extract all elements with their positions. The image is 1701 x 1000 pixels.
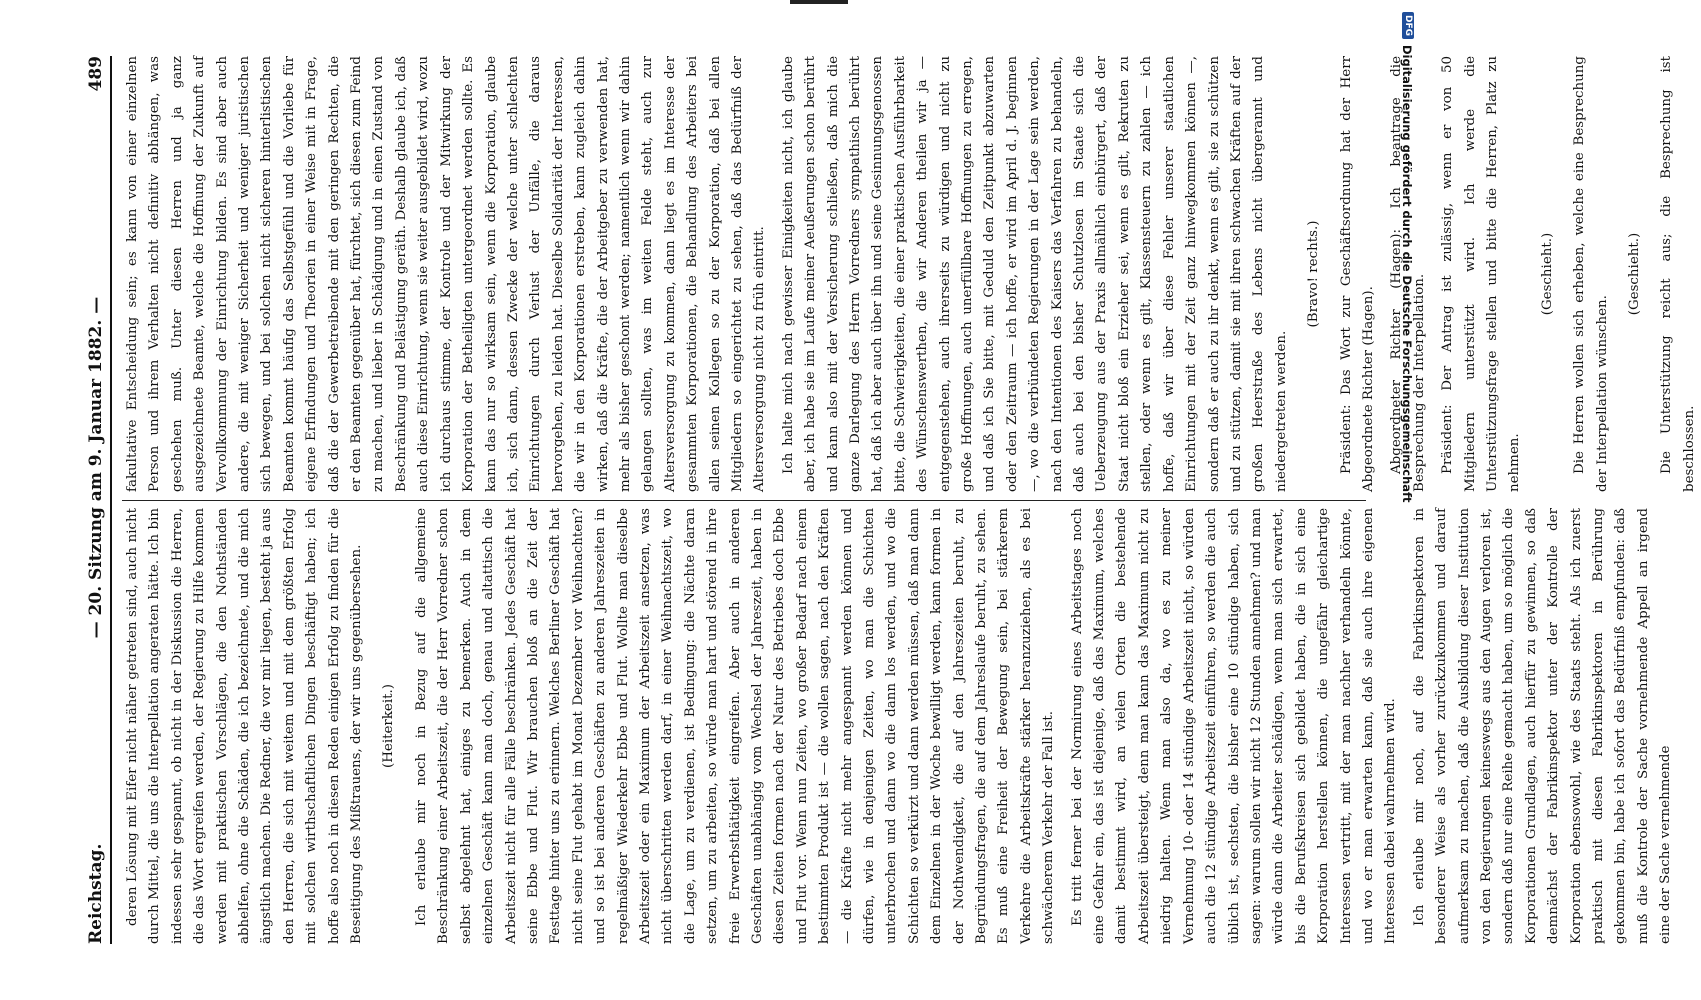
header-rule bbox=[110, 56, 112, 944]
header-left: Reichstag. bbox=[86, 843, 106, 944]
page-header bbox=[76, 56, 106, 944]
dfg-logo-icon: DFG bbox=[1402, 12, 1414, 39]
scan-edge-mark bbox=[790, 0, 848, 4]
stage-direction: (Bravo! rechts.) bbox=[1306, 220, 1322, 328]
stage-direction: (Heiterkeit.) bbox=[381, 684, 397, 768]
paragraph: Ich erlaube mir noch in Bezug auf die allgemeine Beschränkung einer Arbeitszeit, die der Herr Vorredner schon selbst abgelehnt hat, einiges zu bemerken. Auch in dem einzelnen Geschäft kann man doch, genau und altattisch die Arbeitszeit nicht für alle Fälle beschränken. Jedes Geschäft hat seine Ebbe und Flut. Wir brauchen bloß an die Zeit der Festtage hinter uns zu erinnern. Welches Berliner Geschäft hat nicht seine Flut gehabt im Monat Dezember vor Weihnachten? und so ist bei anderen Geschäften zu anderen Jahreszeiten in regelmäßiger Wiederkehr Ebbe und Flut. Wollte man dieselbe Arbeitszeit oder ein Maximum der Arbeitszeit ansetzen, was nicht überschritten werden darf, in einer Weihnachtszeit, wo die Lage, um zu verdienen, ist Bedingung: die Nächte daran setzen, um zu arbeiten, so würde man hart und störend in ihre freie Erwerbsthätigkeit eingreifen. Aber auch in anderen Geschäften unabhängig vom Wechsel der Jahreszeit, haben in diesen Zeiten formen nach der Natur des Betriebes doch Ebbe und Flut vor. Wenn nun Zeiten, wo großer Bedarf nach einem bestimmten Produkt ist — die wollen sagen, nach den Kräften — die Kräfte nicht mehr angespannt werden können und dürfen, wie in denjenigen Zeiten, wo man die Schichten unterbrochen und dann wo die dann los werden, und wo die Schichten so verkürzt und dann werden müssen, daß man dann dem Einzelnen in der Woche bewilligt werden, kann formen in der Nothwendigkeit, die auf den Jahreszeiten beruht, zu Begründungsfragen, die auf dem Jahreslaufe beruht, zu sehen. Es muß eine Freiheit der Bewegung sein, bei stärkerem Verkehre die Arbeitskräfte stärker heranzuziehen, als es bei schwächerem Verkehr der Fall ist. bbox=[413, 508, 1057, 944]
paragraph: deren Lösung mit Eifer nicht näher getreten sind, auch nicht durch Mittel, die uns die Interpellation angeraten hätte. Ich bin indessen sehr gespannt, ob nicht in der Diskussion die Herren, die das Wort ergreifen werden, der Regierung zu Hilfe kommen werden mit praktischen Vorschlägen, die den Nothständen abhelfen, ohne die Schäden, die ich bezeichnete, und die mich ängstlich machen. Die Redner, die vor mir liegen, besteht ja aus den Herren, die sich mit weitem und mit dem größten Erfolg mit solchen wirthschaftlichen Dingen beschäftigt haben; ich hoffe also noch in diesen Reden einigen Erfolg zu finden für die Beseitigung des Mißtrauens, der wir uns gegenübersehen. bbox=[125, 508, 365, 944]
page-number: 489 bbox=[86, 56, 106, 92]
header-session: — 20. Sitzung am 9. Januar 1882. — bbox=[86, 296, 106, 639]
paragraph: Es tritt ferner bei der Normirung eines Arbeitstages noch eine Gefahr ein, das ist diejenige, daß das Maximum, welches damit bestimmt wird, an vielen Orten die bestehende Arbeitszeit übersteigt, denn man kann das Maximum nicht zu niedrig halten. Wenn man also da, wo es zu meiner Vernehmung 10- oder 14 stündige Arbeitszeit nicht, so würden auch die 12 stündige Arbeitszeit einführen, so werden die auch üblich ist, sechsten, die bisher eine 10 stündige haben, sich sagen: warum sollen wir nicht 12 Stunden annehmen? und man würde dann die Arbeiter schädigen, wenn man sich erwartet, bis die Berufskreisen sich gebildet haben, die in sich eine Korporation herstellen können, die ungefähr gleichartige Interessen vertritt, mit der man nachher verhandeln könnte, und wo er man erwarten kann, daß sie auch ihre eigenen Interessen dabei wahrnehmen wird. bbox=[1069, 508, 1399, 944]
paragraph: Die Unterstützung reicht aus; die Besprechung ist beschlossen. bbox=[1659, 56, 1697, 492]
paragraph: Die Herren wollen sich erheben, welche eine Besprechung der Interpellation wünschen. bbox=[1572, 56, 1610, 492]
paragraph: Ich halte mich nach gewisser Einigkeiten nicht, ich glaube aber, ich habe sie im Laufe meiner Aeußerungen schon berührt und kann also mit der Versicherung schließen, daß mich die ganze Darlegung des Herrn Vorredners sympathisch berührt hat, daß ich aber auch über ihn und seine Gesinnungsgenossen bitte, die Schwierigkeiten, die einer praktischen Ausführbarkeit des Wünschenswerthen, die wir Anderen theilen wir ja — entgegenstehen, auch ihrerseits zu würdigen und nicht zu große Hoffnungen, auch unerfüllbare Hoffnungen zu erregen, und daß ich Sie bitte, mit Geduld den Zeitpunkt abzuwarten oder den Zeitraum — ich hoffe, er wird im April d. J. beginnen —, wo die verbündeten Regierungen in der Lage sein werden, nach den Intentionen des Kaisers das Verfahren zu behandeln, daß auch bei den bisher Schutzlosen im Staate sich die Ueberzeugung aus der Praxis allmählich einbürgert, daß der Staat nicht bloß ein Erzieher sei, wenn es gilt, Rekruten zu stellen, oder wenn es gilt, Klassensteuern zu zahlen — ich hoffe, daß wir über diese Fehler unserer staatlichen Einrichtungen mit der Zeit ganz hinwegkommen können —, sondern daß er auch zu ihr denkt, wenn es gilt, sie zu schützen und zu stützen, damit sie mit ihren schwachen Kräften auf der großen Heerstraße des Lebens nicht übergerannt und niedergetreten werden. bbox=[780, 56, 1289, 492]
credit-text: Digitalisierung gefördert durch die Deutsche Forschungsgemeinschaft bbox=[1400, 45, 1414, 503]
stage-direction: (Geschieht.) bbox=[1539, 232, 1555, 316]
paragraph: Ich erlaube mir noch, auf die Fabrikinspektoren in besonderer Weise als vorher zurückzukommen und darauf aufmerksam zu machen, daß die Ausbildung dieser Institution von den Regierungen keineswegs aus den Augen verloren ist, sondern daß nur eine Reihe gemacht haben, um so möglich die Korporationen Grundlagen, auch hierfür zu gewinnen, so daß demnächst der Fabrikinspektor unter der Kontrolle der Korporation ebensowohl, wie des Staats steht. Als ich zuerst praktisch mit diesen Fabrikinspektoren in Berührung gekommen bin, habe ich sofort das Bedürfniß empfunden: daß muß die Kontrole der Sache vornehmende Appell an irgend eine der Sache vernehmende bbox=[1411, 508, 1674, 944]
column-divider bbox=[122, 500, 1366, 501]
left-column bbox=[122, 508, 1674, 944]
speaker-paragraph: Abgeordneter Richter (Hagen): Ich beantrage die Besprechung der Interpellation. bbox=[1389, 56, 1427, 492]
speaker-paragraph: Präsident: Der Antrag ist zulässig, wenn er von 50 Mitgliedern unterstützt wird. Ich werde die Unterstützungsfrage stellen und bitte die Herren, Platz zu nehmen. bbox=[1440, 56, 1523, 492]
paragraph: fakultative Entscheidung sein; es kann von einer einzelnen Person und ihrem Verhalten nicht definitiv abhängen, was geschehen muß. Unter diesen Herren und ja ganz ausgezeichnete Beamte, welche die Hoffnung der Zukunft auf Vervollkommnung der Einrichtung bilden. Es sind aber auch andere, die mit weniger Sicherheit und weniger juristischen sich bewegen, und bei solchen nicht sicheren hinterlistischen Beamten kommt häufig das Selbstgefühl und die Vorliebe für eigene Erfindungen und Theorien in einer Weise mit in Frage, daß die der Gewerbetreibende mit den geringen Rechten, die er den Beamten gegenüber hat, fürchtet, sich diesen zum Feind zu machen, und lieber in Schädigung und in einen Zustand von Beschränkung und Belästigung geräth. Deshalb glaube ich, daß auch diese Einrichtung, wenn sie weiter ausgebildet wird, wozu ich durchaus stimme, der Kontrole und der Mitwirkung der Korporation der Betheiligten untergeordnet werden sollte. Es kann das nur so wirksam sein, wenn die Korporation, glaube ich, sich dann, dessen Zwecke der welche unter schlechten Einrichtungen durch Verlust der Unfälle, die daraus hervorgehen, zu leiden hat. Dieselbe Solidarität der Interessen, die wir in den Korporationen erstreben, kann zugleich dahin wirken, daß die Kräfte, die der Arbeitgeber zu verwenden hat, mehr als bisher geschont werden; namentlich wenn wir dahin gelangen sollten, was im weiten Felde steht, auch zur Altersversorgung zu kommen, dann liegt es im Interesse der gesammten Korporationen, die Behandlung des Arbeiters bei allen seinen Kollegen so zu der Korporation, daß bei allen Mitgliedern so eingerichtet zu sehen, daß das Bedürfniß der Altersversorgung nicht zu früh eintritt. bbox=[125, 56, 768, 492]
speaker-paragraph: Präsident: Das Wort zur Geschäftsordnung hat der Herr Abgeordnete Richter (Hagen). bbox=[1338, 56, 1376, 492]
stage-direction: (Geschieht.) bbox=[1627, 232, 1642, 316]
